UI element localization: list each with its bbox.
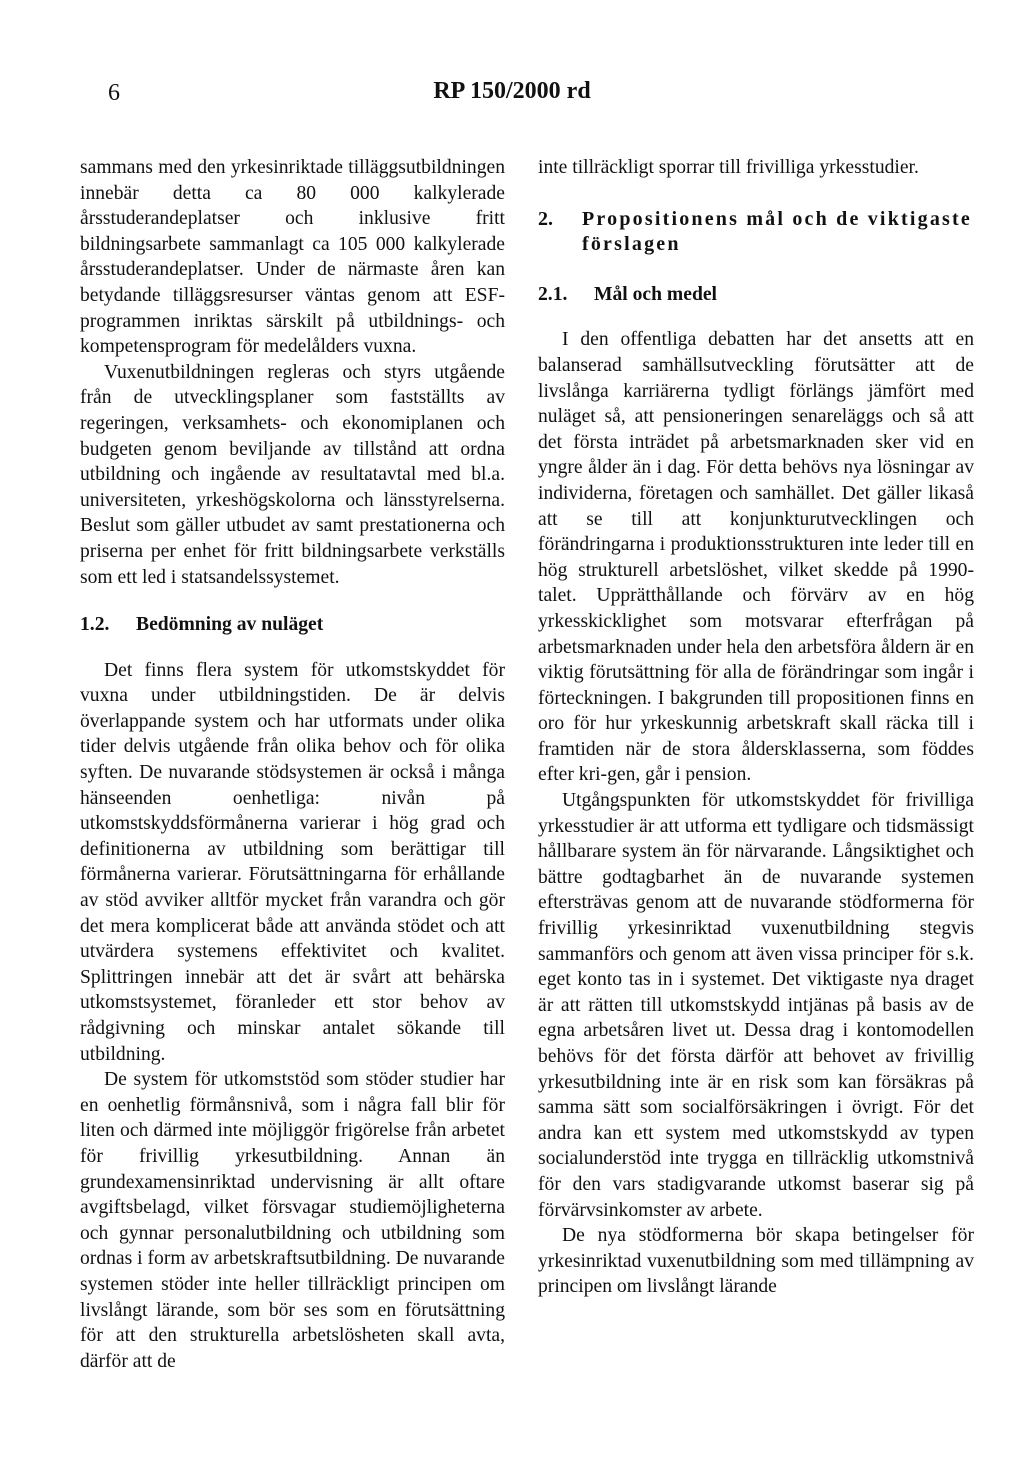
section-title-1-2: Bedömning av nuläget — [136, 614, 324, 636]
left-paragraph-1: sammans med den yrkesinriktade tilläggsutbildningen innebär detta ca 80 000 kalkylerade årsstuderandeplatser och inklusive fritt bildningsarbete sammanlagt ca 105 000 kalkylerade årsstuderandeplatser. Under de närmaste åren kan betydande tilläggsresurser väntas genom att ESF-programmen inriktas särskilt på utbildnings- och kompetensprogram för medelålders vuxna. — [80, 157, 505, 358]
left-paragraph-2: Vuxenutbildningen regleras och styrs utgående från de utvecklingsplaner som fastställts av regeringen, verksamhets- och ekonomiplanen och budgeten genom beviljande av tillstånd att ordna utbildning och ingående av resultatavtal med bl.a. universiteten, yrkeshögskolorna och länsstyrelserna. Beslut som gäller utbudet av samt prestationerna och priserna per enhet för fritt bildningsarbete verkställs som ett led i statsandelssystemet. — [80, 361, 505, 588]
section-heading-2-1 — [538, 282, 974, 308]
right-paragraph-4: De nya stödformerna bör skapa betingelser för yrkesinriktad vuxenutbildning som med tillämpning av principen om livslångt lärande — [538, 1225, 974, 1298]
section-number-2-1: 2.1. — [538, 283, 568, 305]
right-paragraph-1: inte tillräckligt sporrar till frivilliga yrkesstudier. — [538, 157, 919, 178]
section-heading-1-2 — [80, 612, 505, 638]
left-paragraph-3: Det finns flera system för utkomstskyddet för vuxna under utbildningstiden. De är delvis överlappande system och har utformats under olika tider delvis utgående från olika behov och för olika syften. De nuvarande stödsystemen är också i många hänseenden oenhetliga: nivån på utkomstskyddsförmånerna varierar i hög grad och definitionerna av utbildning som berättigar till förmånerna varierar. Förutsättningarna för erhållande av stöd avviker alltför mycket från varandra och gör det mera komplicerat både att använda stödet och att utvärdera systemens effektivitet och kvalitet. Splittringen innebär att det är svårt att behärska utkomstsystemet, föranleder ett stor behov av rådgivning och minskar antalet sökande till utbildning. — [80, 659, 505, 1065]
left-paragraph-4: De system för utkomststöd som stöder studier har en oenhetlig förmånsnivå, som i några fall blir för liten och därmed inte möjliggör frigörelse från arbetet för frivillig yrkesutbildning. Annan än grundexamensinriktad undervisning är allt oftare avgiftsbelagd, vilket försvagar studiemöjligheterna och gynnar personalutbildning och utbildning som ordnas i form av arbetskraftsutbildning. De nuvarande systemen stöder inte heller tillräckligt principen om livslångt lärande, som bör ses som en förutsättning för att den strukturella arbetslösheten skall avta, därför att de — [80, 1069, 505, 1372]
right-column — [538, 155, 974, 1300]
section-heading-2 — [538, 207, 974, 258]
section-number-1-2: 1.2. — [80, 614, 110, 636]
left-column — [80, 155, 505, 1374]
running-head: RP 150/2000 rd — [433, 78, 591, 104]
section-title-2-1: Mål och medel — [594, 283, 717, 305]
page-number: 6 — [108, 80, 120, 106]
right-paragraph-2: I den offentliga debatten har det ansetts att en balanserad samhällsutveckling förutsätter att de livslånga karriärerna tydligt förlängs jämfört med nuläget så, att pensioneringen senareläggs och så att det första inträdet på arbetsmarknaden sker vid en yngre ålder än i dag. För detta behövs nya lösningar av individerna, företagen och samhället. Det gäller likaså att se till att konjunkturutvecklingen och förändringarna i produktionsstrukturen inte leder till en hög strukturell arbetslöshet, vilket skedde på 1990-talet. Upprätthållande och förvärv av en hög yrkesskicklighet som motsvarar efterfrågan på arbetsmarknaden under hela den arbetsföra åldern är en viktig förutsättning för alla de förändringar som ingår i förteckningen. I bakgrunden till propositionen finns en oro för hur yrkeskunnig arbetskraft skall räcka till i framtiden när de stora åldersklasserna, som föddes efter kri-gen, går i pension. — [538, 329, 974, 786]
section-title-2: Propositionens mål och de viktigaste förslagen — [582, 207, 972, 256]
section-number-2: 2. — [538, 207, 553, 230]
right-paragraph-3: Utgångspunkten för utkomstskyddet för frivilliga yrkesstudier är att utforma ett tydligare och tidsmässigt hållbarare system än för närvarande. Långsiktighet och bättre godtagbarhet än de nuvarande systemen eftersträvas genom att de nuvarande stödformerna för frivillig yrkesinriktad vuxenutbildning stegvis sammanförs och genom att även vissa principer för s.k. eget konto tas in i systemet. Det viktigaste nya draget är att rätten till utkomstskydd intjänas på basis av de egna arbetsåren livet ut. Dessa drag i kontomodellen behövs för det första därför att behovet av frivillig yrkesutbildning inte är en risk som kan försäkras på samma sätt som socialförsäkringen i övrigt. För det andra kan ett system med utkomstskydd av typen socialunderstöd inte trygga en tillräcklig utkomstnivå för den vars stadigvarande utkomst baserar sig på förvärvsinkomster av arbete. — [538, 790, 974, 1221]
